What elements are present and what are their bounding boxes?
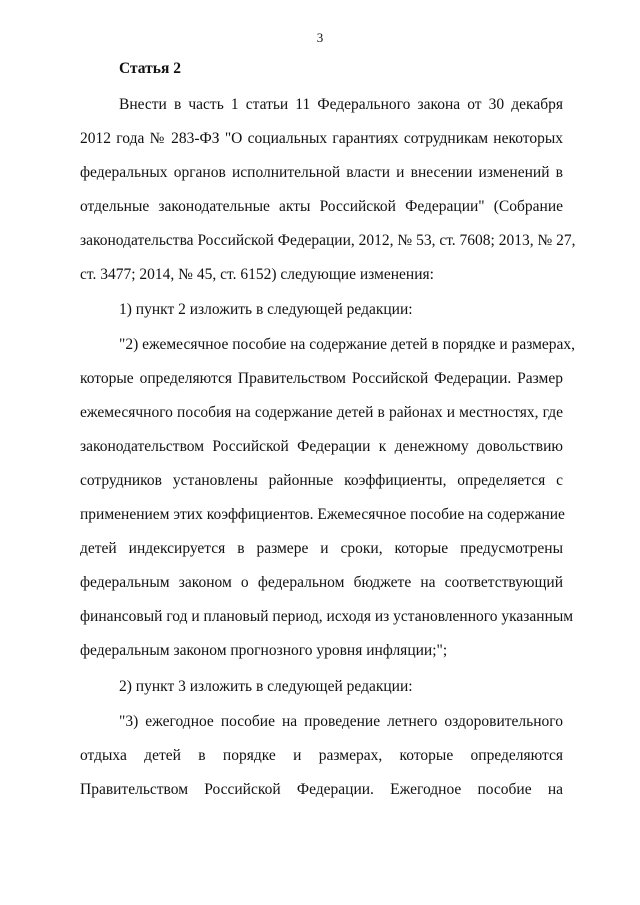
quoted-paragraph-line: ежемесячного пособия на содержание детей в районах и местностях, где — [80, 404, 563, 421]
list-item-line: 2) пункт 3 изложить в следующей редакции: — [119, 678, 413, 695]
quoted-paragraph-line: которые определяются Правительством Российской Федерации. Размер — [80, 370, 563, 387]
quoted-paragraph-line: "3) ежегодное пособие на проведение летнего оздоровительного — [119, 713, 563, 730]
quoted-paragraph-line: сотрудников установлены районные коэффициенты, определяется с — [80, 472, 563, 489]
paragraph-line: отдельные законодательные акты Российской Федерации" (Собрание — [80, 198, 563, 215]
paragraph-line: Внести в часть 1 статьи 11 Федерального закона от 30 декабря — [119, 96, 563, 113]
page-number: 3 — [316, 30, 324, 45]
quoted-paragraph-line: "2) ежемесячное пособие на содержание детей в порядке и размерах, — [119, 336, 576, 353]
quoted-paragraph-line: Правительством Российской Федерации. Ежегодное пособие на — [80, 781, 563, 798]
paragraph-line: 2012 года № 283-ФЗ "О социальных гарантиях сотрудникам некоторых — [80, 130, 563, 147]
paragraph-line: ст. 3477; 2014, № 45, ст. 6152) следующие изменения: — [80, 266, 434, 283]
quoted-paragraph-line: законодательством Российской Федерации к денежному довольствию — [80, 438, 563, 455]
article-heading: Статья 2 — [119, 60, 181, 77]
quoted-paragraph-line: финансовый год и плановый период, исходя из установленного указанным — [80, 608, 574, 625]
quoted-paragraph-line: отдыха детей в порядке и размерах, которые определяются — [80, 747, 563, 764]
paragraph-line: федеральных органов исполнительной власти и внесении изменений в — [80, 164, 563, 181]
quoted-paragraph-line: применением этих коэффициентов. Ежемесячное пособие на содержание — [80, 506, 565, 523]
quoted-paragraph-line: федеральным законом прогнозного уровня инфляции;"; — [80, 642, 448, 659]
quoted-paragraph-line: детей индексируется в размере и сроки, которые предусмотрены — [80, 540, 563, 557]
quoted-paragraph-line: федеральным законом о федеральном бюджете на соответствующий — [80, 574, 563, 591]
list-item-line: 1) пункт 2 изложить в следующей редакции: — [119, 301, 413, 318]
paragraph-line: законодательства Российской Федерации, 2012, № 53, ст. 7608; 2013, № 27, — [80, 232, 576, 249]
